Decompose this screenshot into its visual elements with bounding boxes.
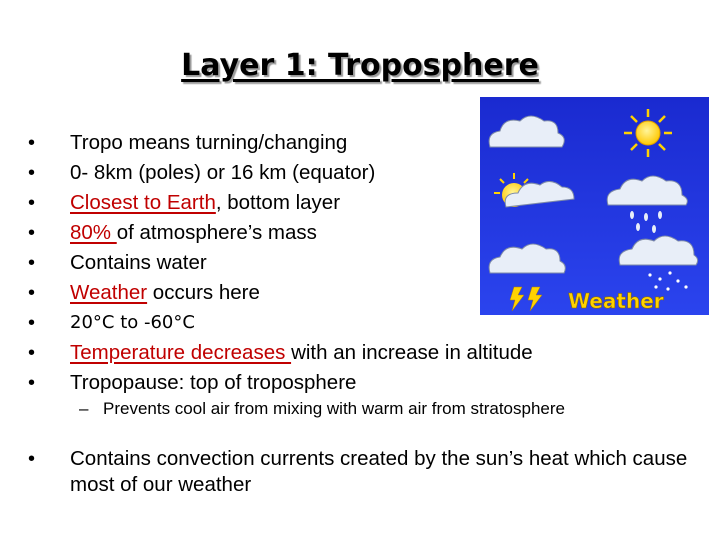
bullet-dot: • — [28, 312, 36, 334]
highlight-text: Closest to Earth — [70, 191, 216, 214]
highlight-text: Weather — [70, 281, 148, 304]
bullet-dot: • — [28, 372, 36, 394]
bullet-text: 0- 8km (poles) or 16 km (equator) — [70, 161, 376, 184]
bullet-dot: • — [28, 222, 36, 244]
weather-label: Weather — [568, 289, 664, 313]
bullet-text: Contains convection currents created by the sun’s heat which cause most of our weather — [70, 447, 688, 496]
weather-illustration — [480, 97, 709, 315]
bullet-dot: • — [28, 342, 36, 364]
highlight-text: 80% — [70, 221, 117, 244]
bullet-text: occurs here — [147, 281, 260, 304]
bullet-dot: • — [28, 282, 36, 304]
bullet-dot: • — [28, 132, 36, 154]
slide-title: Layer 1: Troposphere — [181, 48, 539, 83]
sub-bullet-dash: – — [79, 399, 89, 418]
bullet-text: Tropo means turning/changing — [70, 131, 348, 154]
bullet-text: with an increase in altitude — [291, 341, 533, 364]
sun-icon — [624, 109, 672, 157]
sub-bullet-text: Prevents cool air from mixing with warm air from stratosphere — [103, 399, 565, 418]
bullet-text: Tropopause: top of troposphere — [70, 371, 357, 394]
bullet-text: of atmosphere’s mass — [116, 221, 317, 244]
bullet-item — [28, 368, 708, 398]
bullet-text: , bottom layer — [215, 191, 341, 214]
bullet-dot: • — [28, 448, 36, 470]
bullet-dot: • — [28, 252, 36, 274]
bullet-text: Contains water — [70, 251, 207, 274]
bullet-item — [28, 338, 708, 368]
highlight-text: Temperature decreases — [70, 341, 292, 364]
bullet-dot: • — [28, 162, 36, 184]
bullet-dot: • — [28, 192, 36, 214]
bullet-text: 20°C to -60°C — [70, 312, 195, 333]
